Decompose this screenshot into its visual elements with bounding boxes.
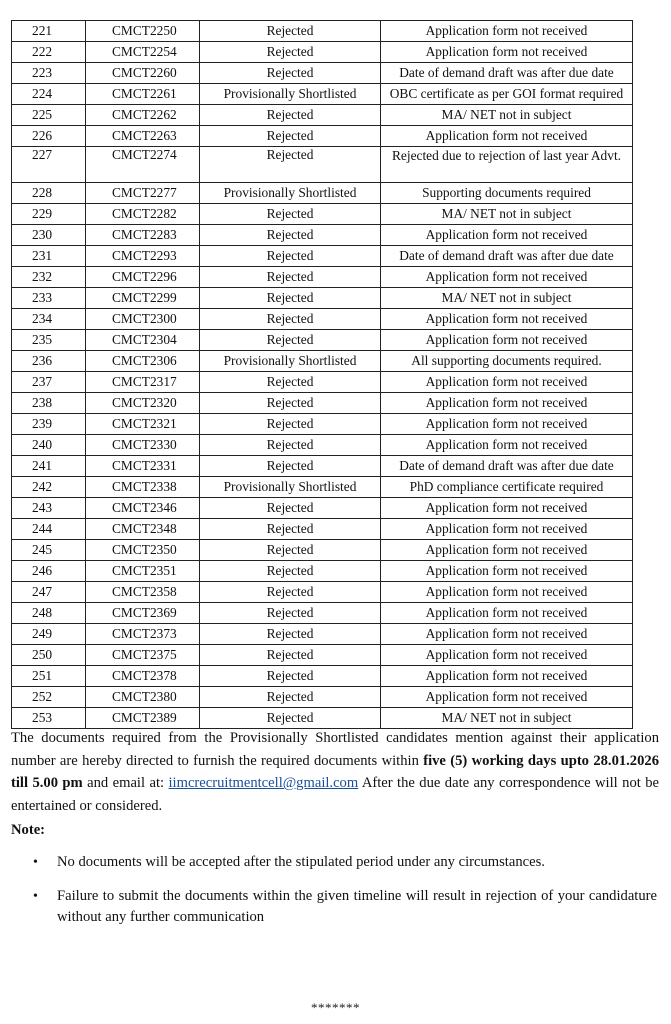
serial-number-cell: 226 — [12, 126, 86, 147]
status-cell: Rejected — [200, 246, 381, 267]
status-cell: Rejected — [200, 105, 381, 126]
table-row — [12, 540, 633, 561]
table-row — [12, 561, 633, 582]
application-number-cell: CMCT2330 — [86, 435, 200, 456]
remark-cell: MA/ NET not in subject — [381, 288, 633, 309]
status-cell: Rejected — [200, 393, 381, 414]
serial-number-cell: 227 — [12, 147, 86, 183]
table-row — [12, 351, 633, 372]
serial-number-cell: 250 — [12, 645, 86, 666]
application-number-cell: CMCT2283 — [86, 225, 200, 246]
application-number-cell: CMCT2277 — [86, 183, 200, 204]
serial-number-cell: 232 — [12, 267, 86, 288]
instructions-deadline: five (5) working days upto 28.01.2026 till 5.00 pm — [11, 752, 659, 791]
end-marker: ******* — [311, 1000, 360, 1015]
remark-cell: Application form not received — [381, 498, 633, 519]
serial-number-cell: 230 — [12, 225, 86, 246]
application-number-cell: CMCT2274 — [86, 147, 200, 183]
status-cell: Rejected — [200, 204, 381, 225]
remark-cell: Application form not received — [381, 624, 633, 645]
table-row — [12, 624, 633, 645]
serial-number-cell: 233 — [12, 288, 86, 309]
application-number-cell: CMCT2260 — [86, 63, 200, 84]
remark-cell: PhD compliance certificate required — [381, 477, 633, 498]
application-number-cell: CMCT2299 — [86, 288, 200, 309]
serial-number-cell: 247 — [12, 582, 86, 603]
status-cell: Rejected — [200, 42, 381, 63]
remark-cell: Application form not received — [381, 414, 633, 435]
serial-number-cell: 240 — [12, 435, 86, 456]
application-number-cell: CMCT2338 — [86, 477, 200, 498]
application-number-cell: CMCT2350 — [86, 540, 200, 561]
note-item — [11, 852, 657, 873]
table-row — [12, 246, 633, 267]
table-row — [12, 63, 633, 84]
bullet-icon: • — [33, 855, 38, 870]
table-row — [12, 435, 633, 456]
note-item-text: Failure to submit the documents within the given timeline will result in rejection of your candidature without any further communication — [57, 888, 657, 925]
table-row — [12, 183, 633, 204]
application-number-cell: CMCT2263 — [86, 126, 200, 147]
serial-number-cell: 251 — [12, 666, 86, 687]
application-number-cell: CMCT2369 — [86, 603, 200, 624]
table-row — [12, 372, 633, 393]
status-cell: Rejected — [200, 435, 381, 456]
remark-cell: Application form not received — [381, 561, 633, 582]
application-number-cell: CMCT2317 — [86, 372, 200, 393]
table-row — [12, 456, 633, 477]
note-item — [11, 886, 657, 928]
remark-cell: All supporting documents required. — [381, 351, 633, 372]
status-cell: Provisionally Shortlisted — [200, 477, 381, 498]
table-row — [12, 126, 633, 147]
table-row — [12, 204, 633, 225]
instructions-text-1: The documents required from the Provisionally Shortlisted candidates mention against their application number are hereby directed to furnish the required documents within — [11, 730, 659, 769]
application-number-cell: CMCT2250 — [86, 21, 200, 42]
serial-number-cell: 242 — [12, 477, 86, 498]
serial-number-cell: 249 — [12, 624, 86, 645]
note-item-text: No documents will be accepted after the stipulated period under any circumstances. — [57, 854, 545, 870]
table-row — [12, 393, 633, 414]
remark-cell: Application form not received — [381, 393, 633, 414]
table-row — [12, 267, 633, 288]
serial-number-cell: 234 — [12, 309, 86, 330]
application-number-cell: CMCT2351 — [86, 561, 200, 582]
table-row — [12, 84, 633, 105]
table-row — [12, 666, 633, 687]
status-cell: Rejected — [200, 624, 381, 645]
status-cell: Rejected — [200, 126, 381, 147]
serial-number-cell: 237 — [12, 372, 86, 393]
table-row — [12, 147, 633, 183]
status-cell: Provisionally Shortlisted — [200, 183, 381, 204]
application-number-cell: CMCT2300 — [86, 309, 200, 330]
status-cell: Rejected — [200, 288, 381, 309]
table-row — [12, 21, 633, 42]
status-cell: Rejected — [200, 63, 381, 84]
serial-number-cell: 238 — [12, 393, 86, 414]
remark-cell: Application form not received — [381, 267, 633, 288]
remark-cell: MA/ NET not in subject — [381, 105, 633, 126]
bullet-icon: • — [33, 889, 38, 904]
application-number-cell: CMCT2261 — [86, 84, 200, 105]
table-row — [12, 582, 633, 603]
status-cell: Rejected — [200, 498, 381, 519]
serial-number-cell: 223 — [12, 63, 86, 84]
application-number-cell: CMCT2254 — [86, 42, 200, 63]
remark-cell: Application form not received — [381, 126, 633, 147]
serial-number-cell: 243 — [12, 498, 86, 519]
status-cell: Rejected — [200, 147, 381, 183]
serial-number-cell: 248 — [12, 603, 86, 624]
remark-cell: Application form not received — [381, 372, 633, 393]
remark-cell: MA/ NET not in subject — [381, 708, 633, 729]
table-row — [12, 645, 633, 666]
application-number-cell: CMCT2346 — [86, 498, 200, 519]
table-row — [12, 498, 633, 519]
status-cell: Rejected — [200, 582, 381, 603]
instructions-paragraph — [11, 727, 659, 817]
status-cell: Rejected — [200, 330, 381, 351]
note-heading: Note: — [11, 822, 46, 838]
serial-number-cell: 229 — [12, 204, 86, 225]
application-number-cell: CMCT2306 — [86, 351, 200, 372]
remark-cell: Application form not received — [381, 330, 633, 351]
remark-cell: Application form not received — [381, 687, 633, 708]
table-row — [12, 687, 633, 708]
application-number-cell: CMCT2321 — [86, 414, 200, 435]
application-number-cell: CMCT2389 — [86, 708, 200, 729]
remark-cell: Application form not received — [381, 225, 633, 246]
status-cell: Rejected — [200, 21, 381, 42]
application-number-cell: CMCT2358 — [86, 582, 200, 603]
results-table-body — [12, 21, 633, 729]
status-cell: Rejected — [200, 645, 381, 666]
remark-cell: Supporting documents required — [381, 183, 633, 204]
status-cell: Rejected — [200, 561, 381, 582]
status-cell: Rejected — [200, 456, 381, 477]
status-cell: Rejected — [200, 540, 381, 561]
results-table — [11, 20, 633, 729]
status-cell: Rejected — [200, 519, 381, 540]
application-number-cell: CMCT2378 — [86, 666, 200, 687]
serial-number-cell: 228 — [12, 183, 86, 204]
serial-number-cell: 235 — [12, 330, 86, 351]
status-cell: Rejected — [200, 225, 381, 246]
table-row — [12, 105, 633, 126]
table-row — [12, 414, 633, 435]
remark-cell: Application form not received — [381, 435, 633, 456]
serial-number-cell: 252 — [12, 687, 86, 708]
serial-number-cell: 236 — [12, 351, 86, 372]
table-row — [12, 519, 633, 540]
remark-cell: MA/ NET not in subject — [381, 204, 633, 225]
application-number-cell: CMCT2262 — [86, 105, 200, 126]
application-number-cell: CMCT2375 — [86, 645, 200, 666]
status-cell: Rejected — [200, 666, 381, 687]
status-cell: Rejected — [200, 708, 381, 729]
remark-cell: Application form not received — [381, 666, 633, 687]
table-row — [12, 477, 633, 498]
application-number-cell: CMCT2380 — [86, 687, 200, 708]
serial-number-cell: 245 — [12, 540, 86, 561]
serial-number-cell: 231 — [12, 246, 86, 267]
serial-number-cell: 225 — [12, 105, 86, 126]
serial-number-cell: 239 — [12, 414, 86, 435]
application-number-cell: CMCT2296 — [86, 267, 200, 288]
status-cell: Rejected — [200, 687, 381, 708]
instructions-text-3: After the due date any correspondence will not be entertained or considered. — [11, 775, 659, 814]
serial-number-cell: 241 — [12, 456, 86, 477]
application-number-cell: CMCT2293 — [86, 246, 200, 267]
application-number-cell: CMCT2282 — [86, 204, 200, 225]
remark-cell: OBC certificate as per GOI format required — [381, 84, 633, 105]
table-row — [12, 708, 633, 729]
application-number-cell: CMCT2304 — [86, 330, 200, 351]
remark-cell: Application form not received — [381, 21, 633, 42]
status-cell: Provisionally Shortlisted — [200, 351, 381, 372]
serial-number-cell: 244 — [12, 519, 86, 540]
table-row — [12, 309, 633, 330]
application-number-cell: CMCT2320 — [86, 393, 200, 414]
status-cell: Rejected — [200, 603, 381, 624]
notes-list — [11, 852, 657, 941]
serial-number-cell: 221 — [12, 21, 86, 42]
serial-number-cell: 224 — [12, 84, 86, 105]
table-row — [12, 225, 633, 246]
serial-number-cell: 253 — [12, 708, 86, 729]
remark-cell: Application form not received — [381, 42, 633, 63]
remark-cell: Application form not received — [381, 582, 633, 603]
remark-cell: Application form not received — [381, 603, 633, 624]
status-cell: Rejected — [200, 309, 381, 330]
serial-number-cell: 246 — [12, 561, 86, 582]
table-row — [12, 330, 633, 351]
table-row — [12, 42, 633, 63]
remark-cell: Application form not received — [381, 645, 633, 666]
serial-number-cell: 222 — [12, 42, 86, 63]
remark-cell: Date of demand draft was after due date — [381, 456, 633, 477]
remark-cell: Date of demand draft was after due date — [381, 63, 633, 84]
application-number-cell: CMCT2331 — [86, 456, 200, 477]
application-number-cell: CMCT2373 — [86, 624, 200, 645]
application-number-cell: CMCT2348 — [86, 519, 200, 540]
table-row — [12, 603, 633, 624]
remark-cell: Rejected due to rejection of last year Advt. — [381, 147, 633, 183]
status-cell: Rejected — [200, 267, 381, 288]
remark-cell: Date of demand draft was after due date — [381, 246, 633, 267]
remark-cell: Application form not received — [381, 519, 633, 540]
remark-cell: Application form not received — [381, 540, 633, 561]
instructions-text-2: and email at: — [82, 775, 169, 791]
status-cell: Provisionally Shortlisted — [200, 84, 381, 105]
table-row — [12, 288, 633, 309]
remark-cell: Application form not received — [381, 309, 633, 330]
status-cell: Rejected — [200, 372, 381, 393]
status-cell: Rejected — [200, 414, 381, 435]
email-link[interactable]: iimcrecruitmentcell@gmail.com — [168, 775, 359, 791]
